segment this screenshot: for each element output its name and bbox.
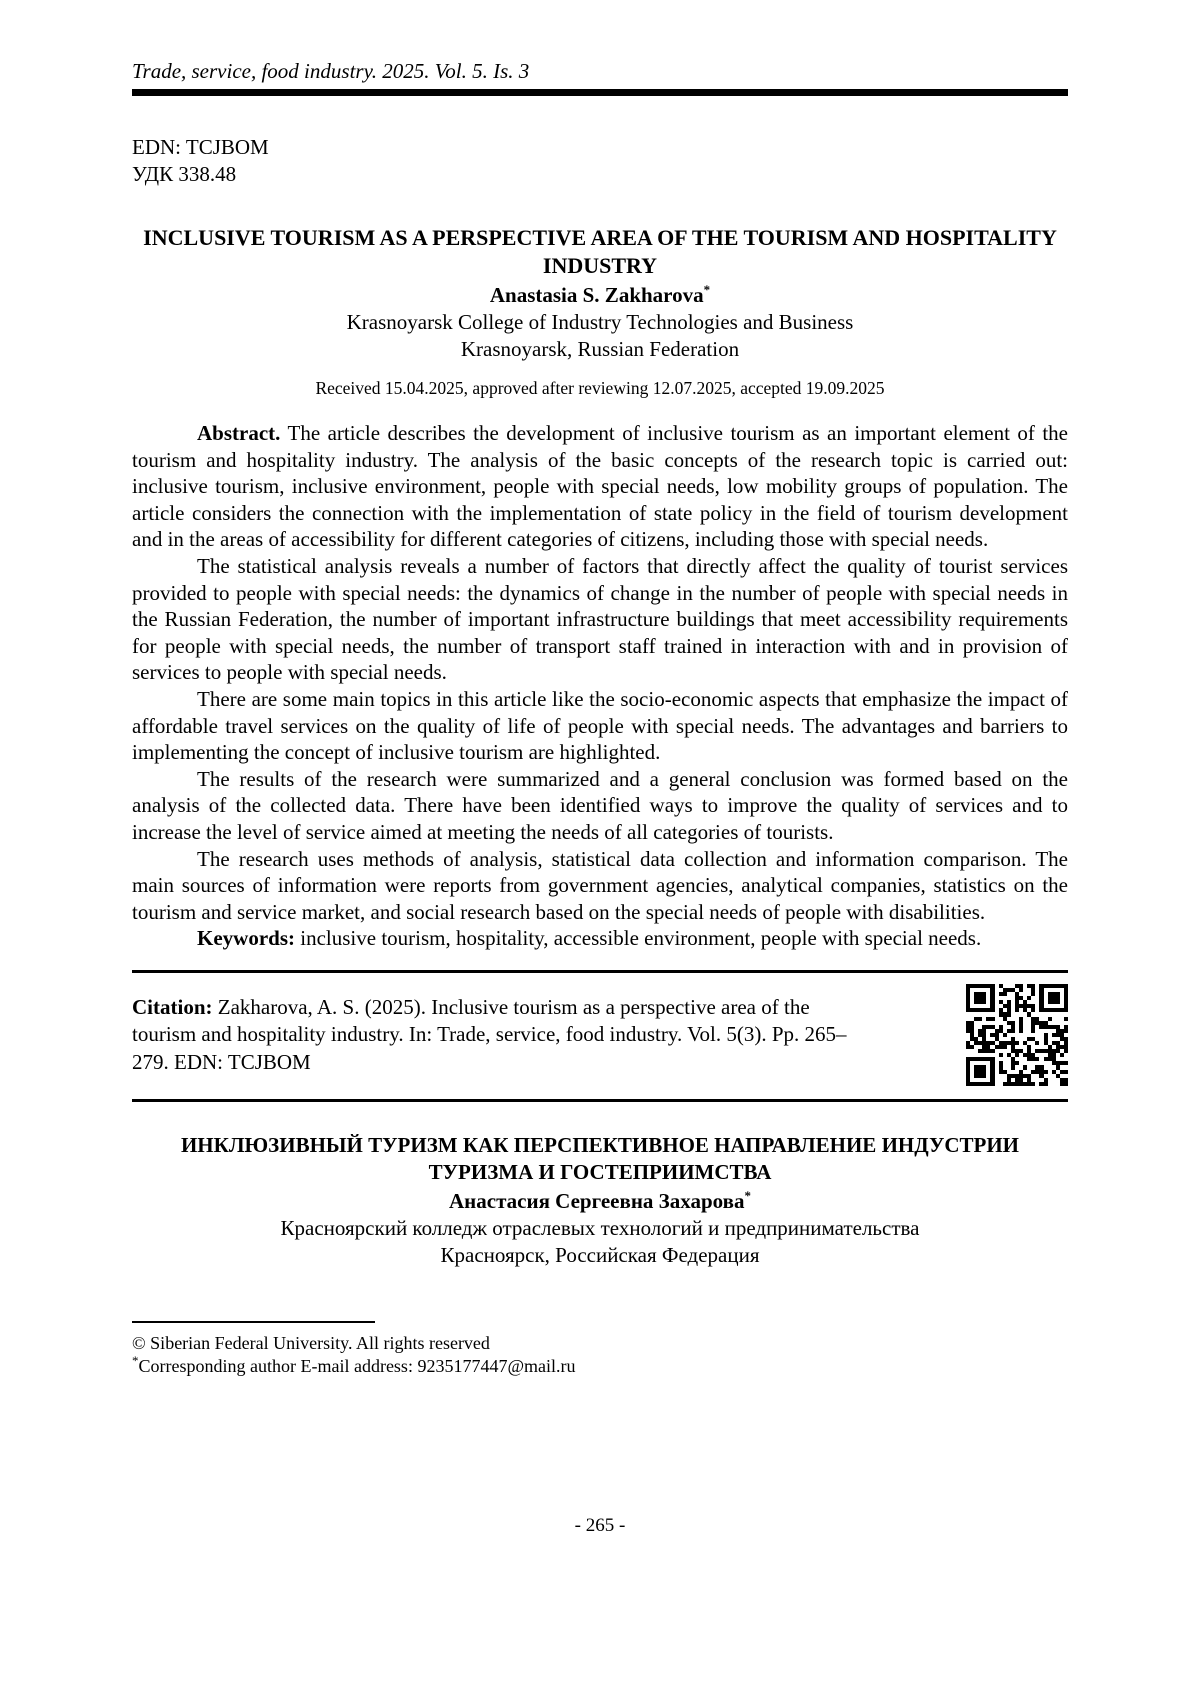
author-footnote-marker: * [703, 282, 711, 297]
citation-block [132, 970, 1068, 1102]
abstract-paragraph: Abstract. The article describes the development of inclusive tourism as an important element of the tourism and hospitality industry. The analysis of the basic concepts of the research topic is carried out: inclusive tourism, inclusive environment, people with special needs, low mobility groups of population. The article considers the connection with the implementation of state policy in the field of tourism development and in the areas of accessibility for different categories of citizens, including those with special needs. [132, 421, 1068, 552]
journal-header: Trade, service, food industry. 2025. Vol. 5. Is. 3 [132, 59, 530, 83]
article-title-en: INCLUSIVE TOURISM AS A PERSPECTIVE AREA OF THE TOURISM AND HOSPITALITY INDUSTRY [143, 225, 1057, 278]
qr-code-icon [966, 984, 1068, 1086]
abstract-paragraph: There are some main topics in this article like the socio-economic aspects that emphasize the impact of affordable travel services on the quality of life of people with special needs. The advantages and barriers to implementing the concept of inclusive tourism are highlighted. [132, 686, 1068, 765]
location-en: Krasnoyarsk, Russian Federation [460, 337, 740, 361]
page-number: - 265 - [574, 1515, 626, 1536]
abstract-paragraph: The results of the research were summarized and a general conclusion was formed based on the analysis of the collected data. There have been identified ways to improve the quality of services and to increase the level of service aimed at meeting the needs of all categories of tourists. [132, 766, 1068, 844]
abstract-paragraph: The research uses methods of analysis, statistical data collection and information comparison. The main sources of information were reports from government agencies, analytical companies, statistics on the tourism and service market, and social research based on the special needs of people with disabilities. [132, 846, 1068, 924]
received-line: Received 15.04.2025, approved after reviewing 12.07.2025, accepted 19.09.2025 [315, 378, 885, 398]
article-title-ru: ИНКЛЮЗИВНЫЙ ТУРИЗМ КАК ПЕРСПЕКТИВНОЕ НАПРАВЛЕНИЕ ИНДУСТРИИ ТУРИЗМА И ГОСТЕПРИИМСТВА [180, 1132, 1020, 1184]
corresponding-author-line: *Corresponding author E-mail address: 9235177447@mail.ru [132, 1352, 576, 1376]
abstract-block [132, 420, 1068, 952]
edn-code: EDN: TCJBOM [132, 135, 269, 159]
affiliation-en: Krasnoyarsk College of Industry Technologies and Business [346, 310, 854, 334]
copyright-line: © Siberian Federal University. All rights reserved [132, 1332, 490, 1353]
footnote-divider [132, 1321, 375, 1323]
codes-block [132, 134, 1068, 188]
udk-code: УДК 338.48 [132, 162, 237, 186]
author-footnote-marker: * [744, 1187, 751, 1203]
citation-text: Citation: Zakharova, A. S. (2025). Inclusive tourism as a perspective area of the tourism and hospitality industry. In: Trade, service, food industry. Vol. 5(3). Pp. 265–279. EDN: TCJBOM [132, 994, 847, 1074]
citation-label: Citation: [132, 994, 213, 1019]
keywords-label: Keywords: [197, 926, 295, 951]
affiliation-ru: Красноярский колледж отраслевых технологий и предпринимательства [280, 1215, 920, 1240]
abstract-label: Abstract. [197, 421, 281, 445]
footnote-marker: * [132, 1352, 139, 1368]
author-name-ru: Анастасия Сергеевна Захарова* [448, 1187, 751, 1213]
title-block-ru [132, 1132, 1068, 1269]
keywords-line: Keywords: inclusive tourism, hospitality, accessible environment, people with special needs. [197, 926, 982, 951]
abstract-paragraph: The statistical analysis reveals a number of factors that directly affect the quality of tourist services provided to people with special needs: the dynamics of change in the number of people with special needs in the Russian Federation, the number of important infrastructure buildings that meet accessibility requirements for people with special needs, the number of transport staff trained in interaction with and in provision of services to people with special needs. [132, 553, 1068, 685]
author-name-en: Anastasia S. Zakharova* [489, 282, 711, 307]
header-rule [132, 89, 1068, 96]
location-ru: Красноярск, Российская Федерация [440, 1242, 760, 1267]
title-block-en [132, 224, 1068, 363]
footnotes-block [132, 1321, 1068, 1378]
